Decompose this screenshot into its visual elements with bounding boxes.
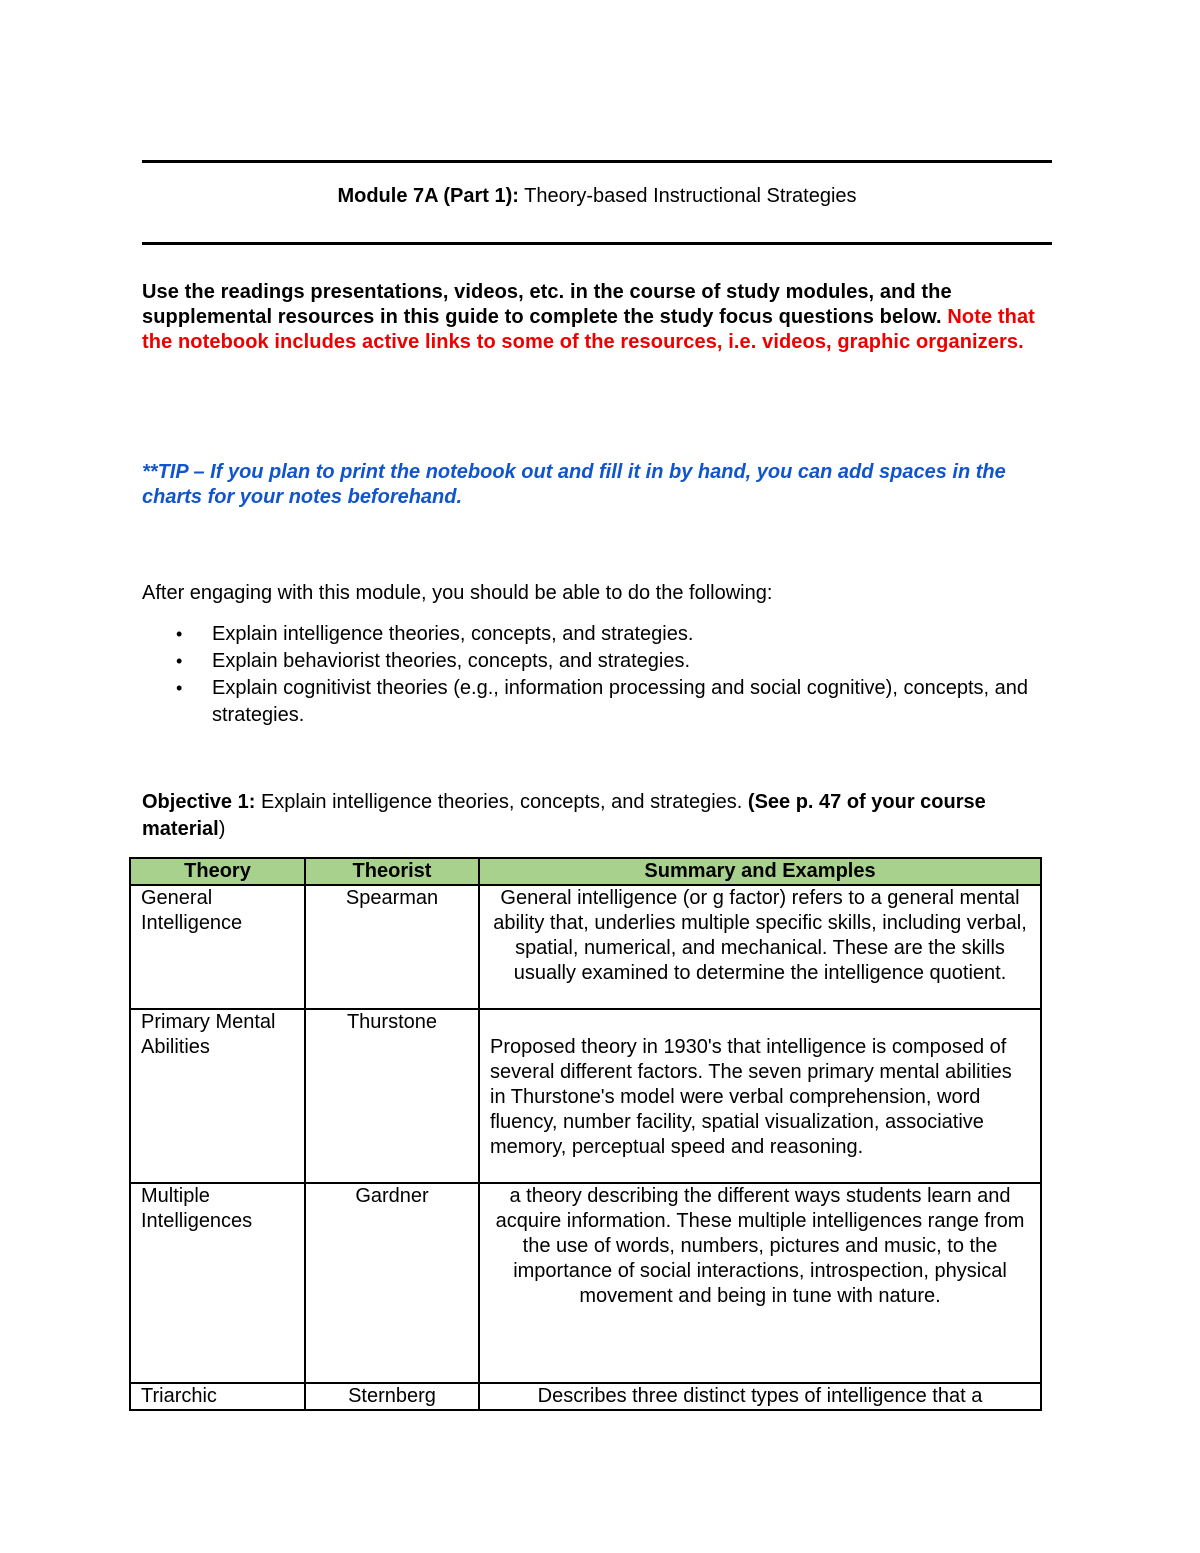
bottom-rule: [142, 242, 1052, 245]
title-bold: Module 7A (Part 1):: [337, 185, 519, 207]
list-item-text: Explain cognitivist theories (e.g., information processing and social cognitive), concepts, and strategies.: [212, 677, 1028, 726]
list-item: [142, 675, 1062, 729]
theory-cell: Triarchic: [130, 1383, 305, 1410]
intro-paragraph: [142, 280, 1062, 355]
summary-cell: General intelligence (or g factor) refers to a general mental ability that, underlies multiple specific skills, including verbal, spatial, numerical, and mechanical. These are the skills usually examined to determine the intelligence quotient.: [479, 885, 1041, 1009]
theorist-cell: Gardner: [305, 1183, 479, 1383]
table-row: [130, 1009, 1041, 1183]
table-row: [130, 1183, 1041, 1383]
list-item: [142, 648, 1062, 675]
column-header-theorist: Theorist: [305, 858, 479, 885]
summary-cell: a theory describing the different ways students learn and acquire information. These multiple intelligences range from the use of words, numbers, pictures and music, to the importance of social interactions, introspection, physical movement and being in tune with nature.: [479, 1183, 1041, 1383]
objective-heading: [142, 789, 1062, 843]
objective-text: Explain intelligence theories, concepts, and strategies.: [255, 791, 748, 813]
title-rest: Theory-based Instructional Strategies: [518, 185, 857, 207]
objective-reference: (See p. 47 of your course material: [142, 791, 986, 840]
bullet-icon: •: [176, 651, 183, 671]
column-header-summary: Summary and Examples: [479, 858, 1041, 885]
theory-cell: Primary Mental Abilities: [130, 1009, 305, 1183]
table-header-row: [130, 858, 1041, 885]
outcomes-lead: After engaging with this module, you should be able to do the following:: [142, 582, 773, 604]
list-item-text: Explain behaviorist theories, concepts, and strategies.: [212, 650, 691, 672]
column-header-theory: Theory: [130, 858, 305, 885]
theory-cell: General Intelligence: [130, 885, 305, 1009]
tip-text: **TIP – If you plan to print the notebook out and fill it in by hand, you can add spaces in the charts for your notes beforehand.: [142, 461, 1006, 508]
intro-note-text: Note that the notebook includes active links to some of the resources, i.e. videos, graphic organizers.: [142, 306, 1035, 353]
objective-reference-close: ): [218, 818, 226, 840]
page-title: [142, 183, 1052, 209]
list-item: [142, 621, 1062, 648]
bullet-icon: •: [176, 678, 183, 698]
table-row: [130, 1383, 1041, 1410]
summary-cell: Proposed theory in 1930's that intelligence is composed of several different factors. The seven primary mental abilities in Thurstone's model were verbal comprehension, word fluency, number facility, spatial visualization, associative memory, perceptual speed and reasoning.: [479, 1009, 1041, 1183]
theorist-cell: Thurstone: [305, 1009, 479, 1183]
intro-bold-text: Use the readings presentations, videos, etc. in the course of study modules, and the supplemental resources in this guide to complete the study focus questions below.: [142, 281, 952, 328]
theorist-cell: Spearman: [305, 885, 479, 1009]
top-rule: [142, 160, 1052, 163]
theory-cell: Multiple Intelligences: [130, 1183, 305, 1383]
list-item-text: Explain intelligence theories, concepts, and strategies.: [212, 623, 694, 645]
theory-table: [129, 857, 1042, 1411]
objective-label: Objective 1:: [142, 791, 256, 813]
bullet-icon: •: [176, 624, 183, 644]
theorist-cell: Sternberg: [305, 1383, 479, 1410]
summary-cell: Describes three distinct types of intelligence that a: [479, 1383, 1041, 1410]
outcomes-list: [142, 621, 1062, 729]
table-row: [130, 885, 1041, 1009]
